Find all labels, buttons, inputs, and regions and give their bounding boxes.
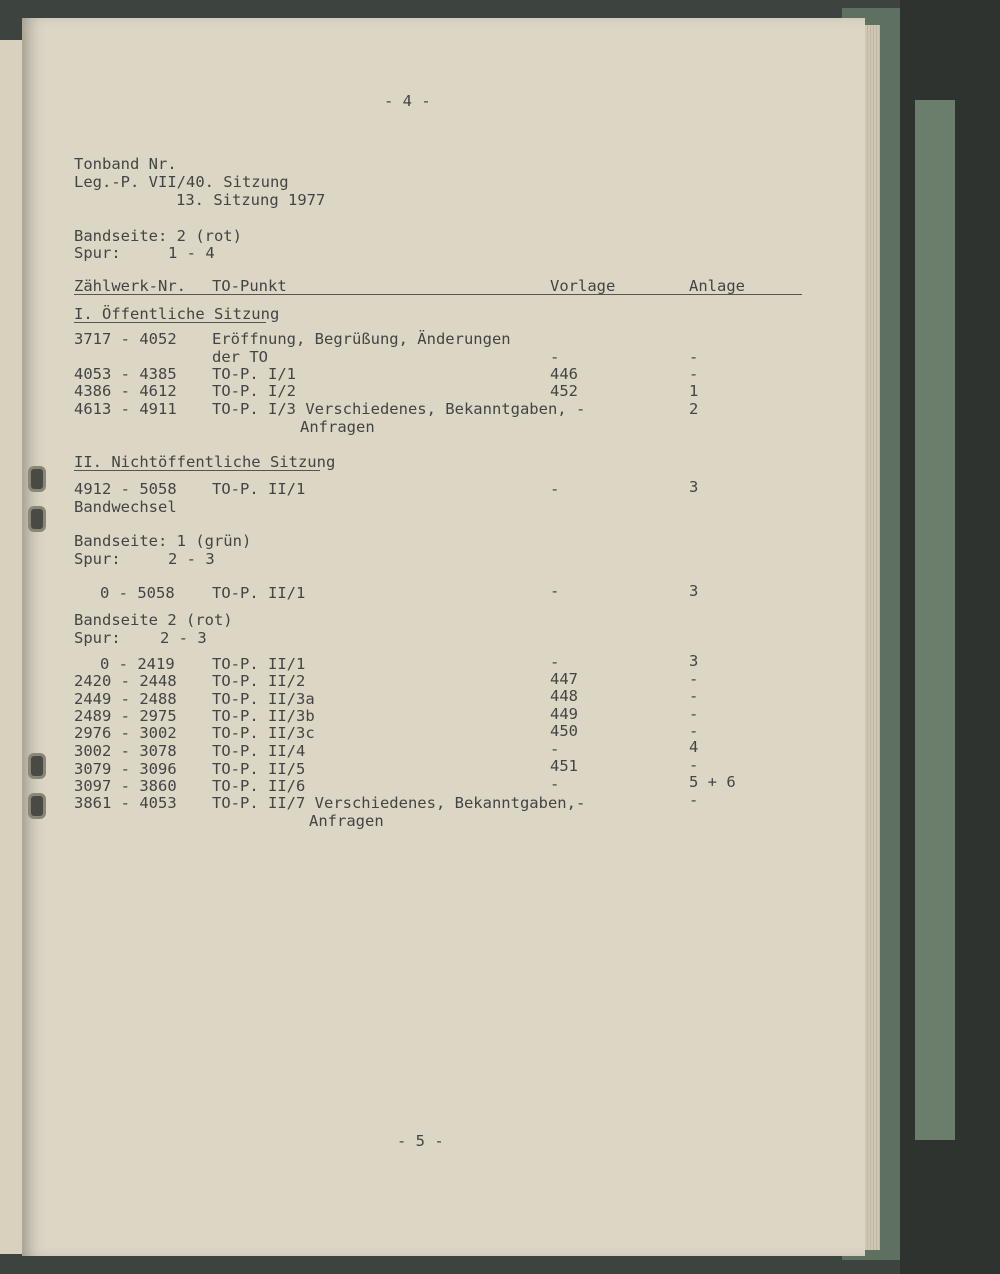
t2-row1-counter: 0 - 5058 xyxy=(100,584,175,602)
t2-row1-anlage: 3 xyxy=(689,582,699,600)
t3-row5-counter: 2976 - 3002 xyxy=(74,724,177,742)
s1-row2-item: TO-P. I/1 xyxy=(212,365,296,383)
col-header-vorlage: Vorlage xyxy=(550,277,616,295)
s1-row1-item: Eröffnung, Begrüßung, Änderungen xyxy=(212,330,511,348)
t3-row3-anlage: - xyxy=(689,687,699,705)
t3-row5-anlage: - xyxy=(689,722,699,740)
s1-row2-anlage: - xyxy=(689,365,699,383)
tape1-track-value: 1 - 4 xyxy=(168,244,215,262)
t3-row6-counter: 3002 - 3078 xyxy=(74,742,177,760)
tape2-side: Bandseite: 1 (grün) xyxy=(74,532,252,550)
t3-row2-vorlage: 447 xyxy=(550,670,578,688)
t3-row9-item: TO-P. II/7 Verschiedenes, Bekanntgaben,- xyxy=(212,794,586,812)
tape1-side: Bandseite: 2 (rot) xyxy=(74,227,242,245)
facing-page-edge xyxy=(0,40,24,1254)
t3-row1-vorlage: - xyxy=(550,653,560,671)
t3-row2-counter: 2420 - 2448 xyxy=(74,672,177,690)
t3-row4-item: TO-P. II/3b xyxy=(212,707,315,725)
header-tape-number: Tonband Nr. xyxy=(74,155,177,173)
document-page xyxy=(22,18,865,1256)
header-rule xyxy=(74,294,802,295)
punch-hole xyxy=(28,793,46,819)
header-session-year: 13. Sitzung 1977 xyxy=(176,191,326,209)
t3-row9-item-cont: Anfragen xyxy=(309,812,384,830)
t3-row6-vorlage: - xyxy=(550,740,560,758)
t3-row3-vorlage: 448 xyxy=(550,687,578,705)
s1-row2-vorlage: 446 xyxy=(550,365,578,383)
s2-row1-item: TO-P. II/1 xyxy=(212,480,306,498)
t3-row6-anlage: 4 xyxy=(689,738,699,756)
s1-row4-anlage: 2 xyxy=(689,400,699,418)
s1-row1-item-cont: der TO xyxy=(212,348,268,366)
t3-row5-item: TO-P. II/3c xyxy=(212,724,315,742)
tape3-side: Bandseite 2 (rot) xyxy=(74,611,233,629)
t3-row2-anlage: - xyxy=(689,670,699,688)
t3-row8-item: TO-P. II/6 xyxy=(212,777,306,795)
t2-row1-vorlage: - xyxy=(550,582,560,600)
col-header-item: TO-Punkt xyxy=(212,277,287,295)
t3-row6-item: TO-P. II/4 xyxy=(212,742,306,760)
punch-hole xyxy=(28,753,46,779)
t2-row1-item: TO-P. II/1 xyxy=(212,584,306,602)
tape3-track-value: 2 - 3 xyxy=(160,629,207,647)
col-header-counter: Zählwerk-Nr. xyxy=(74,277,186,295)
t3-row4-anlage: - xyxy=(689,705,699,723)
t3-row7-counter: 3079 - 3096 xyxy=(74,760,177,778)
section2-title: II. Nichtöffentliche Sitzung xyxy=(74,453,336,471)
top-page-number: - 4 - xyxy=(384,92,431,110)
t3-row8-anlage: 5 + 6 xyxy=(689,773,736,791)
punch-hole xyxy=(28,466,46,492)
s1-row2-counter: 4053 - 4385 xyxy=(74,365,177,383)
punch-hole xyxy=(28,506,46,532)
t3-row7-anlage: - xyxy=(689,756,699,774)
t3-row7-item: TO-P. II/5 xyxy=(212,760,306,778)
section1-underline xyxy=(74,322,266,323)
s2-row1-anlage: 3 xyxy=(689,478,699,496)
t3-row9-counter: 3861 - 4053 xyxy=(74,794,177,812)
tape2-track-label: Spur: xyxy=(74,550,121,568)
section2-underline xyxy=(74,470,320,471)
t3-row2-item: TO-P. II/2 xyxy=(212,672,306,690)
s1-row3-anlage: 1 xyxy=(689,382,699,400)
s1-row3-item: TO-P. I/2 xyxy=(212,382,296,400)
t3-row1-item: TO-P. II/1 xyxy=(212,655,306,673)
t3-row4-counter: 2489 - 2975 xyxy=(74,707,177,725)
t3-row4-vorlage: 449 xyxy=(550,705,578,723)
tape1-track-label: Spur: xyxy=(74,244,121,262)
t3-row1-counter: 0 - 2419 xyxy=(100,655,175,673)
s1-row4-item: TO-P. I/3 Verschiedenes, Bekanntgaben, - xyxy=(212,400,586,418)
t3-row7-vorlage: 451 xyxy=(550,757,578,775)
s1-row3-vorlage: 452 xyxy=(550,382,578,400)
col-header-anlage: Anlage xyxy=(689,277,745,295)
s1-row1-anlage: - xyxy=(689,348,699,366)
t3-row3-item: TO-P. II/3a xyxy=(212,690,315,708)
s1-row4-item-cont: Anfragen xyxy=(300,418,375,436)
t3-row8-vorlage: - xyxy=(550,775,560,793)
t3-row1-anlage: 3 xyxy=(689,652,699,670)
t3-row8-counter: 3097 - 3860 xyxy=(74,777,177,795)
t3-row9-anlage: - xyxy=(689,791,699,809)
s1-row1-counter: 3717 - 4052 xyxy=(74,330,177,348)
tape3-track-label: Spur: xyxy=(74,629,121,647)
s1-row1-vorlage: - xyxy=(550,348,560,366)
section1-title: I. Öffentliche Sitzung xyxy=(74,305,280,323)
s1-row4-counter: 4613 - 4911 xyxy=(74,400,177,418)
t3-row3-counter: 2449 - 2488 xyxy=(74,690,177,708)
bottom-page-number: - 5 - xyxy=(397,1132,444,1150)
tape2-track-value: 2 - 3 xyxy=(168,550,215,568)
binder-cover-inner xyxy=(915,100,955,1140)
s2-row1-vorlage: - xyxy=(550,480,560,498)
header-session: Leg.-P. VII/40. Sitzung xyxy=(74,173,289,191)
s1-row3-counter: 4386 - 4612 xyxy=(74,382,177,400)
tape-change-note: Bandwechsel xyxy=(74,498,177,516)
s2-row1-counter: 4912 - 5058 xyxy=(74,480,177,498)
t3-row5-vorlage: 450 xyxy=(550,722,578,740)
